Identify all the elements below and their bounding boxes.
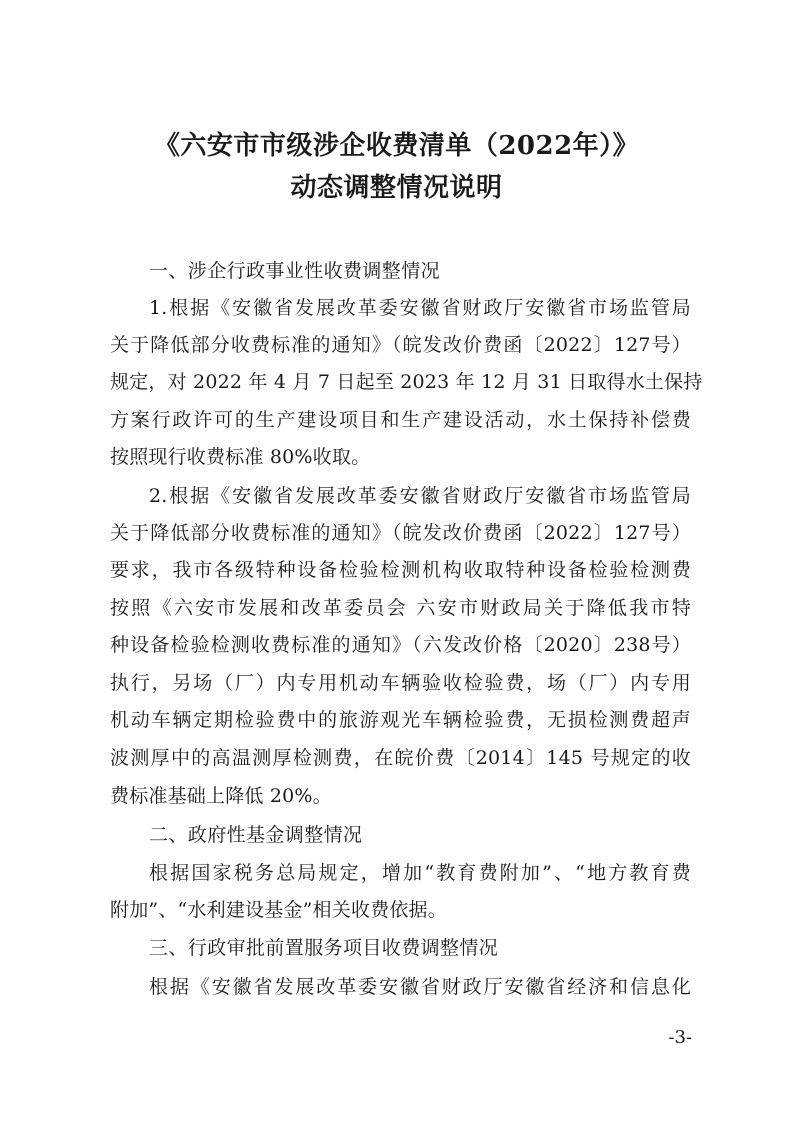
page-number: -3- xyxy=(668,1027,692,1048)
paragraph-line: 波测厚中的高温测厚检测费，在皖价费〔2014〕145 号规定的收 xyxy=(110,747,691,769)
section-2-heading: 二、政府性基金调整情况 xyxy=(149,824,363,846)
document-title-line-1: 《六安市市级涉企收费清单（2022年）》 xyxy=(153,131,640,161)
document-title-line-2: 动态调整情况说明 xyxy=(290,173,503,203)
paragraph-line: 根据《安徽省发展改革委安徽省财政厅安徽省经济和信息化 xyxy=(149,976,691,998)
paragraph-line: 机动车辆定期检验费中的旅游观光车辆检验费，无损检测费超声 xyxy=(110,709,691,731)
section-3-heading: 三、行政审批前置服务项目收费调整情况 xyxy=(149,937,499,959)
paragraph-line: 根据国家税务总局规定，增加“教育费附加”、“地方教育费 xyxy=(149,862,691,884)
section-1-heading: 一、涉企行政事业性收费调整情况 xyxy=(149,260,441,282)
paragraph-line: 要求，我市各级特种设备检验检测机构收取特种设备检验检测费 xyxy=(110,559,691,581)
paragraph-line: 关于降低部分收费标准的通知》（皖发改价费函〔2022〕127号） xyxy=(110,334,691,356)
paragraph-line: 1.根据《安徽省发展改革委安徽省财政厅安徽省市场监管局 xyxy=(149,297,691,319)
paragraph-line: 按照《六安市发展和改革委员会 六安市财政局关于降低我市特 xyxy=(110,597,691,619)
paragraph-line: 方案行政许可的生产建设项目和生产建设活动，水土保持补偿费 xyxy=(110,409,691,431)
paragraph-line: 按照现行收费标准 80%收取。 xyxy=(110,446,371,468)
paragraph-line: 规定，对 2022 年 4 月 7 日起至 2023 年 12 月 31 日取得水土保持 xyxy=(110,371,703,393)
paragraph-line: 费标准基础上降低 20%。 xyxy=(110,785,332,807)
paragraph-line: 种设备检验检测收费标准的通知》（六发改价格〔2020〕238号） xyxy=(110,634,691,656)
paragraph-line: 附加”、“水利建设基金”相关收费依据。 xyxy=(110,899,447,921)
paragraph-line: 2.根据《安徽省发展改革委安徽省财政厅安徽省市场监管局 xyxy=(149,485,691,507)
paragraph-line: 执行，另场（厂）内专用机动车辆验收检验费，场（厂）内专用 xyxy=(110,672,691,694)
paragraph-line: 关于降低部分收费标准的通知》（皖发改价费函〔2022〕127号） xyxy=(110,522,691,544)
